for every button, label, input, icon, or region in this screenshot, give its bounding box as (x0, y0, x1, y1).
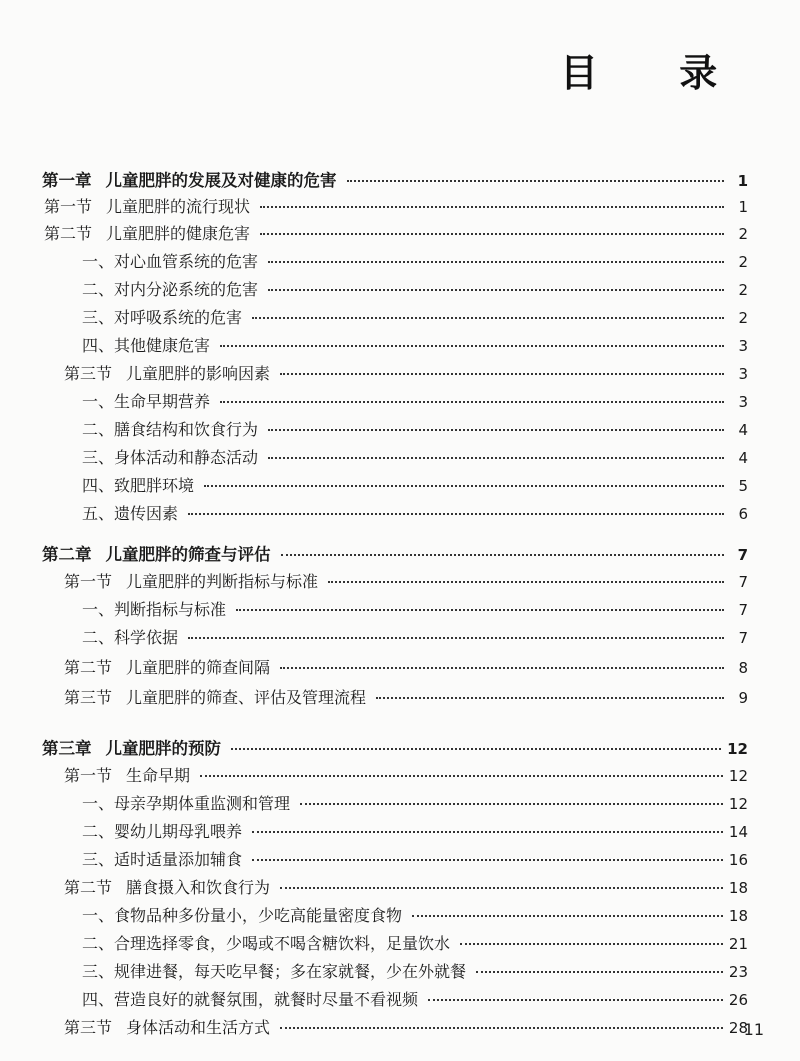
toc-entry-page: 9 (738, 689, 748, 707)
dot-leader (200, 763, 723, 777)
toc-entry-text: 母亲孕期体重监测和管理 (114, 794, 291, 813)
toc-entry-label (82, 417, 262, 440)
toc-entry (82, 597, 748, 623)
toc-entry-page: 18 (728, 879, 748, 897)
toc-entry-text: 婴幼儿期母乳喂养 (114, 822, 243, 841)
dot-leader (476, 959, 723, 973)
toc-entry-text: 儿童肥胖的筛查间隔 (126, 658, 271, 677)
toc-entry-label (42, 735, 225, 759)
toc-entry-number: 四、 (82, 990, 115, 1009)
toc-entry-number: 三、 (82, 448, 115, 467)
toc-entry-number: 第三节 (64, 364, 113, 383)
toc-entry-page: 4 (738, 449, 748, 467)
toc-entry-page: 7 (737, 546, 748, 564)
toc-entry-text: 膳食结构和饮食行为 (114, 420, 259, 439)
toc-entry-page: 12 (728, 795, 748, 813)
toc-entry (82, 249, 748, 275)
toc-entry-label (82, 249, 262, 272)
toc-entry-text: 儿童肥胖的筛查、评估及管理流程 (126, 688, 367, 707)
toc-entry-label (82, 625, 182, 648)
toc-entry-label (82, 445, 262, 468)
dot-leader (280, 655, 724, 669)
toc-entry (82, 501, 748, 527)
toc-entry-label (64, 685, 370, 708)
toc-entry-number: 第二节 (44, 224, 93, 243)
toc-entry-number: 二、 (82, 934, 115, 953)
dot-leader (280, 361, 724, 375)
toc-entry-number: 第一节 (64, 766, 113, 785)
toc-entry-page: 6 (738, 505, 748, 523)
toc-entry-label (82, 959, 470, 982)
dot-leader (268, 277, 724, 291)
toc-entry-number: 二、 (82, 628, 115, 647)
toc-entry-number: 五、 (82, 504, 115, 523)
toc-entry (64, 685, 748, 711)
page-number: 11 (743, 1020, 764, 1039)
toc-entry-text: 判断指标与标准 (114, 600, 227, 619)
toc-entry-page: 7 (738, 601, 748, 619)
toc-entry-number: 一、 (82, 906, 115, 925)
toc-entry (82, 389, 748, 415)
toc-entry-page: 21 (728, 935, 748, 953)
toc-entry-label (44, 221, 254, 244)
dot-leader (268, 417, 724, 431)
dot-leader (268, 249, 724, 263)
dot-leader (280, 875, 723, 889)
toc-entry-number: 第一章 (42, 171, 92, 190)
toc-entry-text: 生命早期 (126, 766, 191, 785)
toc-entry-page: 5 (738, 477, 748, 495)
toc-entry-number: 三、 (82, 962, 115, 981)
toc-entry (82, 277, 748, 303)
toc-entry (82, 417, 748, 443)
dot-leader (376, 685, 724, 699)
toc-entry-text: 生命早期营养 (114, 392, 211, 411)
dot-leader (220, 333, 724, 347)
toc-entry-text: 科学依据 (114, 628, 179, 647)
dot-leader (252, 819, 723, 833)
toc-entry-label (64, 1015, 274, 1038)
toc-entry-number: 一、 (82, 600, 115, 619)
toc-entry-label (64, 569, 322, 592)
toc-entry-page: 2 (738, 225, 748, 243)
toc-entry-label (82, 597, 230, 620)
dot-leader (460, 931, 723, 945)
toc-entry-page: 14 (728, 823, 748, 841)
toc-entry-number: 第三节 (64, 1018, 113, 1037)
toc-entry-label (82, 333, 214, 356)
toc-entry-text: 食物品种多份量小，少吃高能量密度食物 (114, 906, 403, 925)
toc-entry-number: 二、 (82, 280, 115, 299)
toc-entry-page: 12 (728, 767, 748, 785)
toc-entry-label (82, 847, 246, 870)
dot-leader (252, 305, 724, 319)
toc-entry-text: 致肥胖环境 (114, 476, 195, 495)
dot-leader (412, 903, 723, 917)
dot-leader (188, 625, 724, 639)
toc-entry-number: 二、 (82, 822, 115, 841)
toc-entry-page: 18 (728, 907, 748, 925)
toc-entry (44, 194, 748, 220)
dot-leader (204, 473, 724, 487)
toc-entry-text: 儿童肥胖的健康危害 (106, 224, 251, 243)
toc-entry (64, 1015, 748, 1041)
toc-entry-number: 四、 (82, 476, 115, 495)
toc-entry (82, 473, 748, 499)
toc-entry (82, 903, 748, 929)
toc-entry-page: 2 (738, 281, 748, 299)
toc-entry-text: 合理选择零食，少喝或不喝含糖饮料，足量饮水 (114, 934, 451, 953)
toc-entry-text: 其他健康危害 (114, 336, 211, 355)
toc-entry-label (82, 931, 454, 954)
toc-entry (64, 569, 748, 595)
toc-entry (64, 763, 748, 789)
dot-leader (260, 221, 724, 235)
toc-entry-page: 1 (737, 172, 748, 190)
dot-leader (220, 389, 724, 403)
toc-entry-label (82, 791, 294, 814)
toc-entry (82, 931, 748, 957)
toc-entry (64, 361, 748, 387)
toc-entry-text: 身体活动和静态活动 (114, 448, 259, 467)
toc-entry-label (64, 875, 274, 898)
toc-entry-text: 儿童肥胖的预防 (105, 739, 221, 758)
toc-entry-text: 对心血管系统的危害 (114, 252, 259, 271)
toc-entry-page: 2 (738, 309, 748, 327)
toc-entry-label (82, 903, 406, 926)
toc-entry (44, 221, 748, 247)
toc-entry-page: 1 (738, 198, 748, 216)
toc-entry-number: 一、 (82, 252, 115, 271)
toc-entry-number: 四、 (82, 336, 115, 355)
toc-entry-page: 16 (728, 851, 748, 869)
toc-entry (82, 791, 748, 817)
toc-entry-number: 第三章 (42, 739, 92, 758)
toc-entry-number: 三、 (82, 308, 115, 327)
toc-entry-text: 营造良好的就餐氛围，就餐时尽量不看视频 (114, 990, 419, 1009)
dot-leader (300, 791, 723, 805)
toc-entry-page: 4 (738, 421, 748, 439)
toc-entry-number: 第二节 (64, 658, 113, 677)
toc-entry-number: 一、 (82, 794, 115, 813)
toc-entry-text: 对内分泌系统的危害 (114, 280, 259, 299)
toc-entry-label (42, 167, 341, 191)
dot-leader (428, 987, 723, 1001)
toc-entry (82, 959, 748, 985)
toc-entry-text: 遗传因素 (114, 504, 179, 523)
toc-entry-page: 2 (738, 253, 748, 271)
toc-entry-page: 3 (738, 365, 748, 383)
toc-entry-text: 膳食摄入和饮食行为 (126, 878, 271, 897)
toc-entry-page: 7 (738, 573, 748, 591)
toc-entry-text: 儿童肥胖的判断指标与标准 (126, 572, 319, 591)
toc-entry (82, 819, 748, 845)
dot-leader (328, 569, 724, 583)
toc-entry-number: 一、 (82, 392, 115, 411)
toc-entry (82, 333, 748, 359)
toc-entry-label (82, 501, 182, 524)
toc-entry-number: 第一节 (64, 572, 113, 591)
toc-entry-text: 儿童肥胖的影响因素 (126, 364, 271, 383)
toc-entry-text: 适时适量添加辅食 (114, 850, 243, 869)
toc-entry-label (82, 987, 422, 1010)
toc-chapter-entry (42, 735, 748, 761)
toc-entry (82, 847, 748, 873)
toc-entry-text: 对呼吸系统的危害 (114, 308, 243, 327)
toc-entry-label (42, 541, 275, 565)
toc-entry-number: 三、 (82, 850, 115, 869)
toc-entry-page: 7 (738, 629, 748, 647)
toc-chapter-entry (42, 541, 748, 567)
toc-entry (82, 987, 748, 1013)
toc-entry (64, 655, 748, 681)
dot-leader (252, 847, 723, 861)
toc-title: 目 录 (560, 50, 752, 95)
toc-entry-number: 二、 (82, 420, 115, 439)
toc-entry-page: 28 (728, 1019, 748, 1037)
dot-leader (231, 736, 721, 750)
toc-entry-label (82, 819, 246, 842)
toc-entry-label (64, 361, 274, 384)
dot-leader (281, 542, 725, 556)
dot-leader (268, 445, 724, 459)
toc-entry-text: 规律进餐，每天吃早餐；多在家就餐，少在外就餐 (114, 962, 467, 981)
toc-entry-number: 第一节 (44, 197, 93, 216)
toc-entry-text: 身体活动和生活方式 (126, 1018, 271, 1037)
toc-entry-text: 儿童肥胖的筛查与评估 (105, 545, 271, 564)
toc-entry-page: 3 (738, 337, 748, 355)
toc-entry-page: 23 (728, 963, 748, 981)
toc-entry (64, 875, 748, 901)
toc-entry-label (64, 763, 194, 786)
dot-leader (260, 194, 724, 208)
toc-entry-text: 儿童肥胖的发展及对健康的危害 (105, 171, 337, 190)
toc-entry-page: 26 (728, 991, 748, 1009)
toc-entry (82, 305, 748, 331)
dot-leader (236, 597, 724, 611)
dot-leader (188, 501, 724, 515)
toc-entry-label (82, 389, 214, 412)
dot-leader (347, 168, 725, 182)
toc-entry-text: 儿童肥胖的流行现状 (106, 197, 251, 216)
toc-entry-label (82, 277, 262, 300)
toc-entry-number: 第三节 (64, 688, 113, 707)
toc-entry-number: 第二章 (42, 545, 92, 564)
toc-entry-page: 12 (727, 740, 748, 758)
toc-entry-page: 8 (738, 659, 748, 677)
toc-entry-label (82, 473, 198, 496)
dot-leader (280, 1015, 723, 1029)
toc-entry-label (64, 655, 274, 678)
toc-entry-number: 第二节 (64, 878, 113, 897)
toc-entry-label (44, 194, 254, 217)
toc-entry-label (82, 305, 246, 328)
toc-entry (82, 625, 748, 651)
toc-entry-page: 3 (738, 393, 748, 411)
toc-entry (82, 445, 748, 471)
toc-chapter-entry (42, 167, 748, 193)
